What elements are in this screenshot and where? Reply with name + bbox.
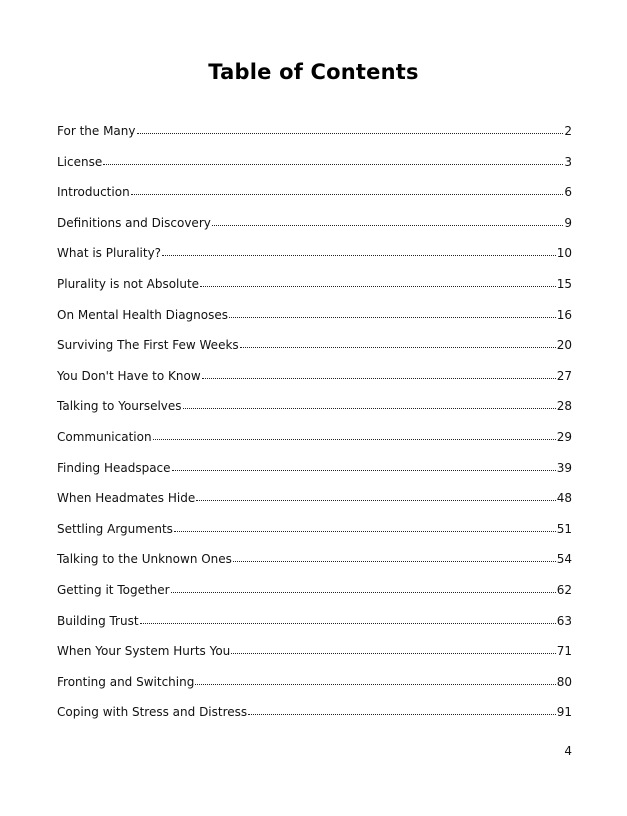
- toc-entry-title: For the Many: [57, 124, 136, 138]
- toc-entry[interactable]: [57, 213, 572, 244]
- toc-entry[interactable]: [57, 274, 572, 305]
- toc-entry-title: Finding Headspace: [57, 460, 171, 475]
- toc-entry-page: 3: [564, 154, 572, 169]
- toc-entry-page: 20: [556, 338, 572, 353]
- toc-entry-title: When Your System Hurts You: [57, 644, 231, 659]
- dot-leader: [162, 254, 556, 256]
- dot-leader: [140, 622, 556, 624]
- dot-leader: [248, 713, 556, 715]
- toc-entry-page: 27: [556, 368, 572, 383]
- toc-entry[interactable]: [57, 488, 572, 519]
- toc-entry[interactable]: [57, 427, 572, 458]
- toc-entry-title: When Headmates Hide: [57, 491, 196, 506]
- dot-leader: [131, 193, 564, 195]
- dot-leader: [196, 499, 556, 501]
- toc-entry-page: 71: [556, 644, 572, 659]
- dot-leader: [172, 469, 556, 471]
- page-number: 4: [564, 744, 572, 758]
- toc-entry-page: 48: [556, 491, 572, 506]
- toc-entry[interactable]: [57, 672, 572, 703]
- toc-entry-page: 16: [556, 307, 572, 322]
- dot-leader: [229, 316, 556, 318]
- dot-leader: [202, 377, 556, 379]
- toc-entry-page: 29: [556, 429, 572, 444]
- toc-entry[interactable]: [57, 182, 572, 213]
- toc-entry[interactable]: [57, 611, 572, 642]
- table-of-contents: [57, 121, 572, 733]
- toc-entry-title: Plurality is not Absolute: [57, 276, 200, 291]
- toc-entry[interactable]: [57, 396, 572, 427]
- toc-entry-title: On Mental Health Diagnoses: [57, 307, 229, 322]
- toc-entry[interactable]: [57, 580, 572, 611]
- toc-entry[interactable]: [57, 641, 572, 672]
- toc-entry-title: What is Plurality?: [57, 246, 162, 261]
- dot-leader: [200, 285, 556, 287]
- toc-entry-page: 91: [556, 705, 572, 720]
- toc-entry-page: 51: [556, 521, 572, 536]
- toc-entry[interactable]: [57, 305, 572, 336]
- toc-entry-title: Settling Arguments: [57, 521, 173, 536]
- toc-entry-title: License: [57, 154, 103, 169]
- dot-leader: [195, 683, 555, 685]
- toc-entry[interactable]: [57, 549, 572, 580]
- toc-entry-page: 15: [556, 276, 572, 291]
- toc-entry[interactable]: [57, 335, 572, 366]
- dot-leader: [183, 407, 556, 409]
- toc-entry-title: Talking to Yourselves: [57, 399, 182, 414]
- dot-leader: [233, 560, 556, 562]
- toc-entry[interactable]: [57, 702, 572, 733]
- toc-entry-title: Definitions and Discovery: [57, 215, 211, 230]
- toc-entry-title: Getting it Together: [57, 582, 170, 597]
- toc-entry-page: 39: [556, 460, 572, 475]
- toc-entry-title: Talking to the Unknown Ones: [57, 552, 232, 567]
- dot-leader: [231, 652, 555, 654]
- toc-entry-page: 62: [556, 582, 572, 597]
- toc-entry-title: Fronting and Switching: [57, 674, 195, 689]
- dot-leader: [174, 530, 556, 532]
- toc-entry-page: 2: [564, 124, 572, 138]
- toc-entry-page: 28: [556, 399, 572, 414]
- dot-leader: [171, 591, 556, 593]
- toc-entry-title: Communication: [57, 429, 152, 444]
- toc-entry[interactable]: [57, 121, 572, 152]
- toc-entry-title: You Don't Have to Know: [57, 368, 201, 383]
- toc-entry[interactable]: [57, 458, 572, 489]
- dot-leader: [212, 224, 564, 226]
- toc-entry-title: Introduction: [57, 185, 130, 200]
- toc-entry-page: 80: [556, 674, 572, 689]
- dot-leader: [103, 163, 563, 165]
- toc-entry-title: Building Trust: [57, 613, 139, 628]
- toc-entry[interactable]: [57, 243, 572, 274]
- toc-entry[interactable]: [57, 152, 572, 183]
- toc-entry-title: Coping with Stress and Distress: [57, 705, 248, 720]
- toc-entry-page: 54: [556, 552, 572, 567]
- page-title: Table of Contents: [208, 60, 419, 84]
- toc-entry[interactable]: [57, 519, 572, 550]
- dot-leader: [153, 438, 556, 440]
- toc-entry-page: 10: [556, 246, 572, 261]
- toc-entry-title: Surviving The First Few Weeks: [57, 338, 239, 353]
- toc-entry-page: 9: [564, 215, 572, 230]
- toc-entry-page: 6: [564, 185, 572, 200]
- dot-leader: [240, 346, 556, 348]
- toc-entry-page: 63: [556, 613, 572, 628]
- dot-leader: [137, 132, 564, 134]
- toc-entry[interactable]: [57, 366, 572, 397]
